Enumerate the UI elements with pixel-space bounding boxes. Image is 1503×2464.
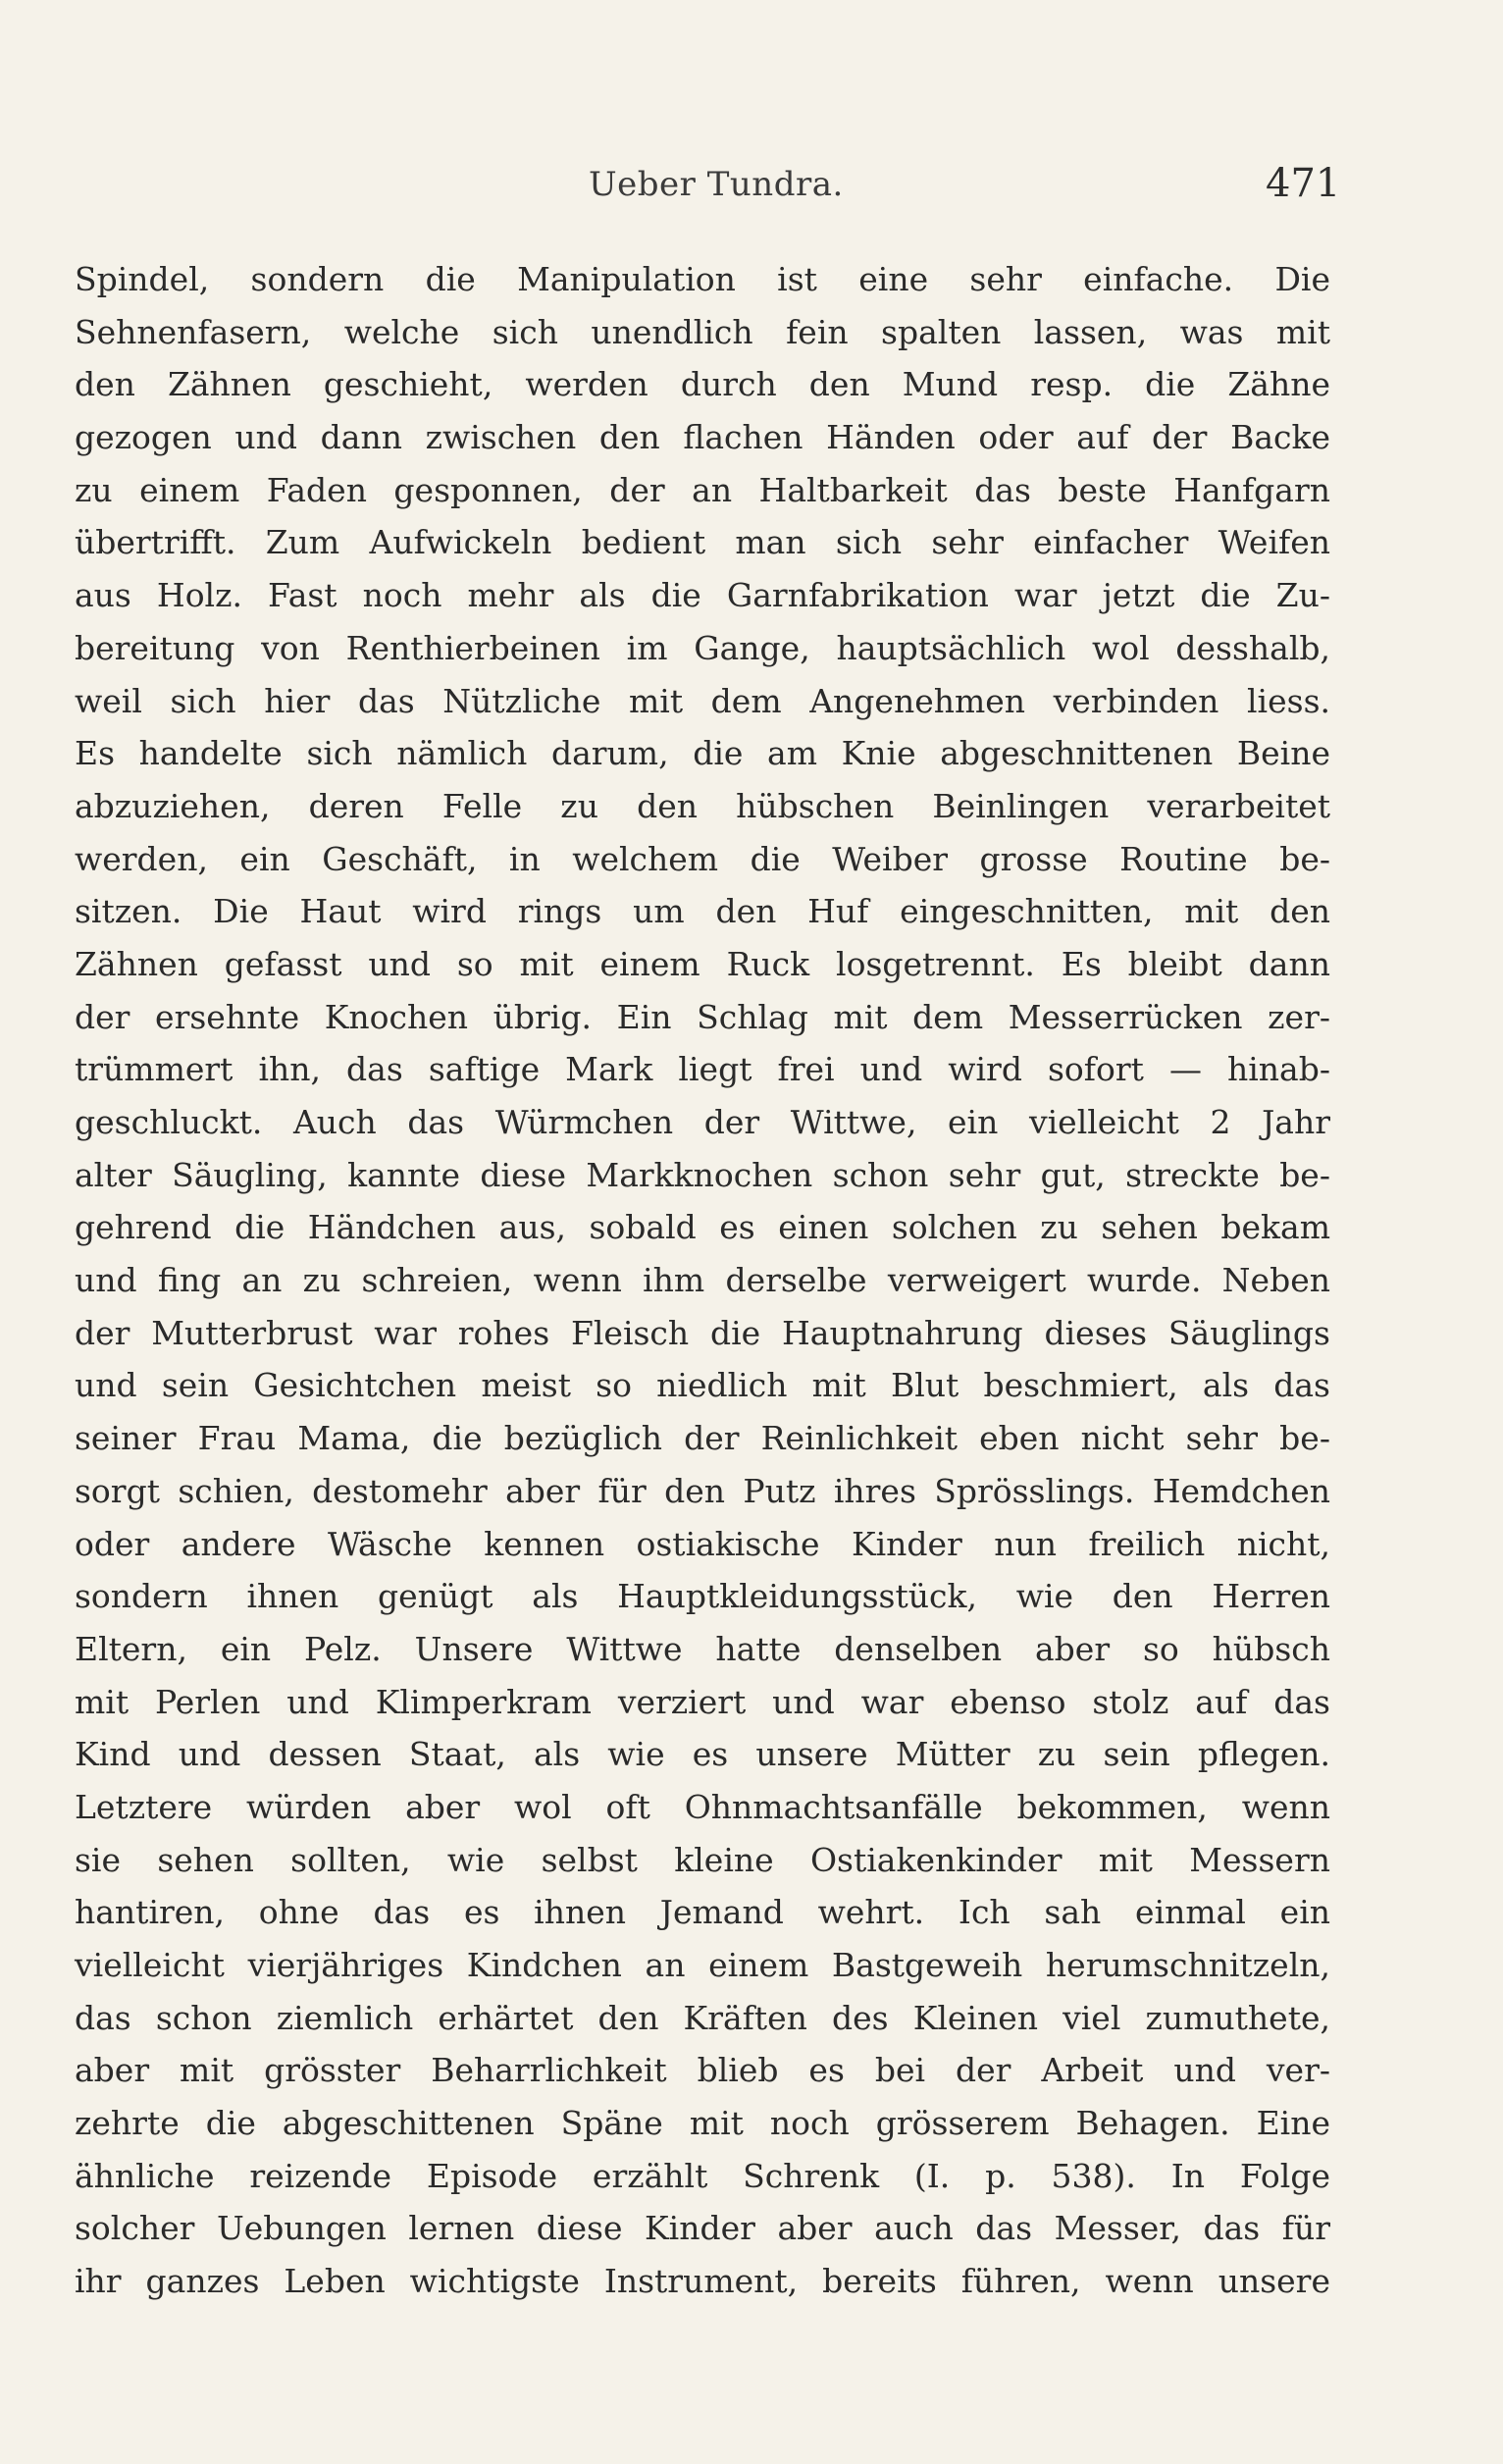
text-line: zu einem Faden gesponnen, der an Haltbarkeit das beste Hanfgarn [75, 470, 1330, 509]
text-line: sondern ihnen genügt als Hauptkleidungsstück, wie den Herren [75, 1577, 1330, 1616]
text-line: abzuziehen, deren Felle zu den hübschen Beinlingen verarbeitet [75, 786, 1330, 825]
text-line: hantiren, ohne das es ihnen Jemand wehrt. Ich sah einmal ein [75, 1893, 1330, 1932]
running-head [0, 161, 1503, 224]
text-line: Kind und dessen Staat, als wie es unsere Mütter zu sein pflegen. [75, 1735, 1330, 1774]
text-line: trümmert ihn, das saftige Mark liegt frei und wird sofort — hinab- [75, 1050, 1330, 1089]
text-line: weil sich hier das Nützliche mit dem Angenehmen verbinden liess. [75, 681, 1330, 720]
text-line: ähnliche reizende Episode erzählt Schrenk (I. p. 538). In Folge [75, 2156, 1330, 2195]
text-line: seiner Frau Mama, die bezüglich der Reinlichkeit eben nicht sehr be- [75, 1419, 1330, 1458]
running-title: Ueber Tundra. [589, 165, 844, 204]
text-line: zehrte die abgeschittenen Späne mit noch grösserem Behagen. Eine [75, 2104, 1330, 2143]
text-line: bereitung von Renthierbeinen im Gange, hauptsächlich wol desshalb, [75, 628, 1330, 667]
text-line: der Mutterbrust war rohes Fleisch die Hauptnahrung dieses Säuglings [75, 1313, 1330, 1352]
text-line: das schon ziemlich erhärtet den Kräften des Kleinen viel zumuthete, [75, 1998, 1330, 2037]
text-line: vielleicht vierjähriges Kindchen an einem Bastgeweih herumschnitzeln, [75, 1946, 1330, 1984]
text-line: sitzen. Die Haut wird rings um den Huf eingeschnitten, mit den [75, 892, 1330, 931]
text-line: geschluckt. Auch das Würmchen der Wittwe, ein vielleicht 2 Jahr [75, 1103, 1330, 1141]
text-line: den Zähnen geschieht, werden durch den Mund resp. die Zähne [75, 365, 1330, 404]
text-line: solcher Uebungen lernen diese Kinder aber auch das Messer, das für [75, 2209, 1330, 2248]
text-line: Letztere würden aber wol oft Ohnmachtsanfälle bekommen, wenn [75, 1787, 1330, 1826]
text-line: gezogen und dann zwischen den flachen Händen oder auf der Backe [75, 418, 1330, 457]
text-line: übertrifft. Zum Aufwickeln bedient man sich sehr einfacher Weifen [75, 523, 1330, 562]
text-line: Eltern, ein Pelz. Unsere Wittwe hatte denselben aber so hübsch [75, 1629, 1330, 1668]
body-text [75, 253, 1330, 2308]
text-line: ihr ganzes Leben wichtigste Instrument, bereits führen, wenn unsere [75, 2262, 1330, 2301]
text-line: oder andere Wäsche kennen ostiakische Kinder nun freilich nicht, [75, 1524, 1330, 1563]
text-line: sie sehen sollten, wie selbst kleine Ostiakenkinder mit Messern [75, 1840, 1330, 1879]
text-line: Spindel, sondern die Manipulation ist eine sehr einfache. Die [75, 260, 1330, 298]
text-line: werden, ein Geschäft, in welchem die Weiber grosse Routine be- [75, 839, 1330, 878]
text-line: und fing an zu schreien, wenn ihm derselbe verweigert wurde. Neben [75, 1261, 1330, 1300]
text-line: Sehnenfasern, welche sich unendlich fein spalten lassen, was mit [75, 312, 1330, 351]
text-line: sorgt schien, destomehr aber für den Putz ihres Sprösslings. Hemdchen [75, 1471, 1330, 1510]
text-line: Zähnen gefasst und so mit einem Ruck losgetrennt. Es bleibt dann [75, 944, 1330, 983]
text-line: Es handelte sich nämlich darum, die am Knie abgeschnittenen Beine [75, 734, 1330, 773]
text-line: aus Holz. Fast noch mehr als die Garnfabrikation war jetzt die Zu- [75, 576, 1330, 615]
text-line: und sein Gesichtchen meist so niedlich mit Blut beschmiert, als das [75, 1366, 1330, 1405]
text-line: mit Perlen und Klimperkram verziert und war ebenso stolz auf das [75, 1682, 1330, 1721]
text-line: der ersehnte Knochen übrig. Ein Schlag mit dem Messerrücken zer- [75, 997, 1330, 1036]
text-line: gehrend die Händchen aus, sobald es einen solchen zu sehen bekam [75, 1208, 1330, 1247]
text-line: aber mit grösster Beharrlichkeit blieb es bei der Arbeit und ver- [75, 2051, 1330, 2090]
text-line: alter Säugling, kannte diese Markknochen schon sehr gut, streckte be- [75, 1155, 1330, 1194]
page-number: 471 [1266, 161, 1341, 206]
